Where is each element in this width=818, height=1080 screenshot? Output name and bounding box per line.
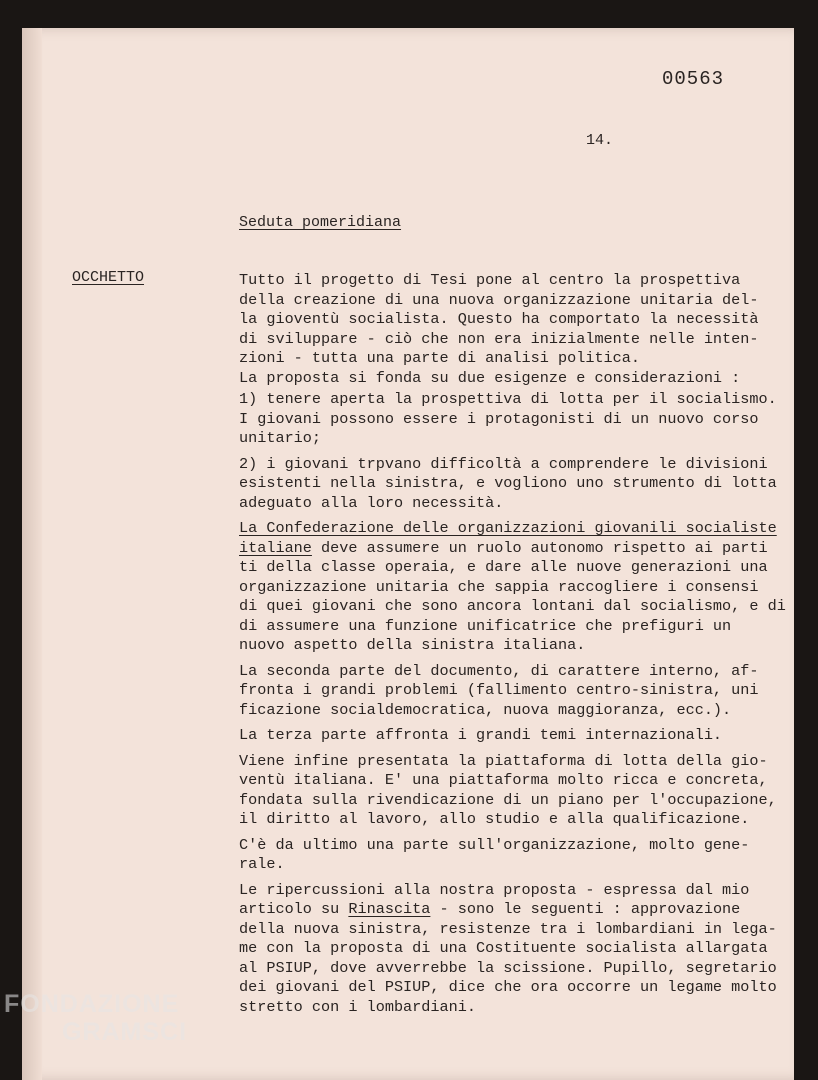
paragraph-6: La terza parte affronta i grandi temi internazionali. [239, 726, 723, 744]
page-number: 14. [586, 132, 614, 149]
underlined-confederazione: La Confederazione delle organizzazioni giovanili socialiste italiane [239, 519, 777, 557]
document-body [239, 271, 799, 1023]
paragraph-2: 1) tenere aperta la prospettiva di lotta per il socialismo. I giovani possono essere i protagonisti di un nuovo corso unitario; [239, 390, 777, 447]
fondazione-gramsci-watermark [4, 990, 204, 1046]
watermark-line-2: GRAMSCI [62, 1018, 188, 1046]
paragraph-9 [239, 881, 799, 1018]
document-number: 00563 [662, 68, 725, 90]
paragraph-7: Viene infine presentata la piattaforma di lotta della gio- ventù italiana. E' una piattaforma molto ricca e concreta, fondata sulla rivendicazione di un piano per l'occupazione, il diritto al lavoro, allo studio e alla qualificazione. [239, 751, 777, 828]
underlined-rinascita: Rinascita [348, 900, 431, 918]
paragraph-9-intro: Le ripercussioni alla nostra proposta - espressa dal mio articolo su [239, 880, 750, 918]
speaker-name: OCCHETTO [72, 269, 145, 286]
paragraph-5: La seconda parte del documento, di carattere interno, af- fronta i grandi problemi (fallimento centro-sinistra, uni ficazione socialdemocratica, nuova maggioranza, ecc.). [239, 661, 759, 719]
paragraph-1: Tutto il progetto di Tesi pone al centro la prospettiva della creazione di una nuova organizzazione unitaria del- la gioventù socialista. Questo ha comportato la necessità di sviluppare - ciò che non era inizialmente nelle inten- zioni - tutta una parte di analisi politica. La proposta si fonda su due esigenze e considerazioni : [239, 271, 759, 387]
page-binding-edge [22, 28, 42, 1080]
paragraph-4-text: deve assumere un ruolo autonomo rispetto ai parti ti della classe operaia, e dare alle nuove generazioni una organizzazione unitaria che sappia raccogliere i consensi di quei giovani che sono ancora lontani dal socialismo, e di di assumere una funzione unificatrice che prefiguri un nuovo aspetto della sinistra italiana. [239, 538, 786, 654]
paragraph-9-text: - sono le seguenti : approvazione della nuova sinistra, resistenze tra i lombardiani in lega- me con la proposta di una Costituente socialista allargata al PSIUP, dove avverrebbe la scissione. Pupillo, segretario dei giovani del PSIUP, dice che ora occorre un legame molto stretto con i lombardiani. [239, 900, 777, 1016]
watermark-line-1: FONDAZIONE [4, 990, 180, 1018]
paragraph-3: 2) i giovani trpvano difficoltà a comprendere le divisioni esistenti nella sinistra, e vogliono uno strumento di lotta adeguato alla loro necessità. [239, 454, 777, 512]
section-title: Seduta pomeridiana [239, 214, 402, 231]
paragraph-8: C'è da ultimo una parte sull'organizzazione, molto gene- rale. [239, 835, 750, 873]
paragraph-4 [239, 519, 799, 656]
